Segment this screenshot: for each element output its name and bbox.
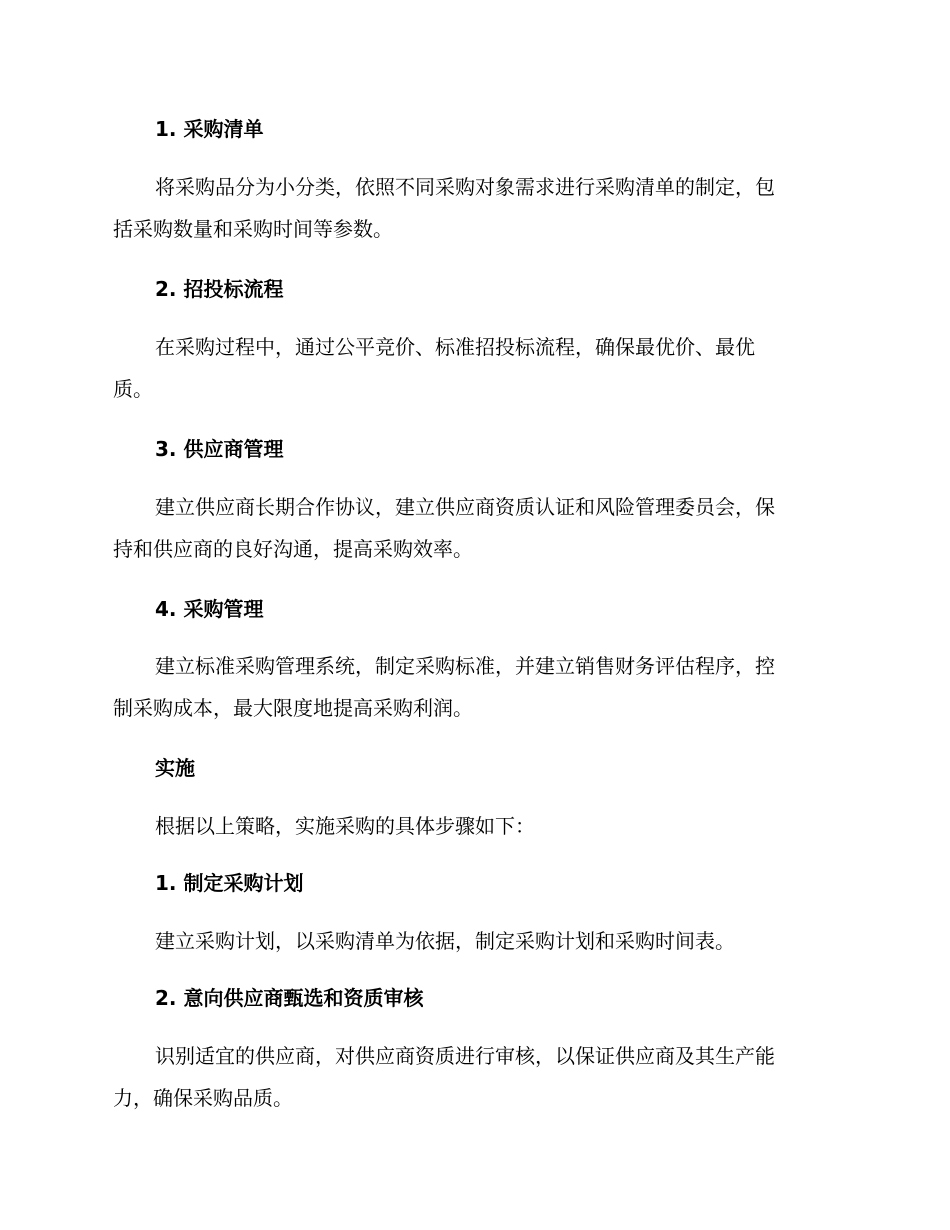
section-paragraph-make-plan xyxy=(113,920,735,962)
section-paragraph-procurement-list xyxy=(113,166,775,250)
paragraph-line: 建立采购计划，以采购清单为依据，制定采购计划和采购时间表。 xyxy=(155,929,735,953)
paragraph-line: 持和供应商的良好沟通，提高采购效率。 xyxy=(113,537,473,561)
section-paragraph-bidding-process xyxy=(113,326,755,410)
section-heading-make-plan: 1. 制定采购计划 xyxy=(155,871,304,895)
paragraph-line: 质。 xyxy=(113,377,153,401)
section-heading-procurement-list: 1. 采购清单 xyxy=(155,117,264,141)
section-heading-bidding-process: 2. 招投标流程 xyxy=(155,277,284,301)
paragraph-line: 建立标准采购管理系统，制定采购标准，并建立销售财务评估程序，控 xyxy=(155,654,775,678)
paragraph-line: 建立供应商长期合作协议，建立供应商资质认证和风险管理委员会，保 xyxy=(155,495,775,519)
section-paragraph-supplier-selection xyxy=(113,1035,775,1119)
paragraph-line: 识别适宜的供应商，对供应商资质进行审核，以保证供应商及其生产能 xyxy=(155,1044,775,1068)
section-heading-supplier-selection: 2. 意向供应商甄选和资质审核 xyxy=(155,986,424,1010)
section-heading-procurement-management: 4. 采购管理 xyxy=(155,597,264,621)
section-paragraph-procurement-management xyxy=(113,645,775,729)
paragraph-line: 根据以上策略，实施采购的具体步骤如下： xyxy=(155,814,535,838)
paragraph-line: 力，确保采购品质。 xyxy=(113,1086,293,1110)
section-heading-supplier-management: 3. 供应商管理 xyxy=(155,437,284,461)
paragraph-line: 在采购过程中，通过公平竞价、标准招投标流程，确保最优价、最优 xyxy=(155,335,755,359)
paragraph-line: 将采购品分为小分类，依照不同采购对象需求进行采购清单的制定，包 xyxy=(155,175,775,199)
paragraph-line: 制采购成本，最大限度地提高采购利润。 xyxy=(113,696,473,720)
section-paragraph-supplier-management xyxy=(113,486,775,570)
section-heading-implementation: 实施 xyxy=(155,756,195,780)
section-paragraph-implementation xyxy=(113,805,535,847)
paragraph-line: 括采购数量和采购时间等参数。 xyxy=(113,217,393,241)
